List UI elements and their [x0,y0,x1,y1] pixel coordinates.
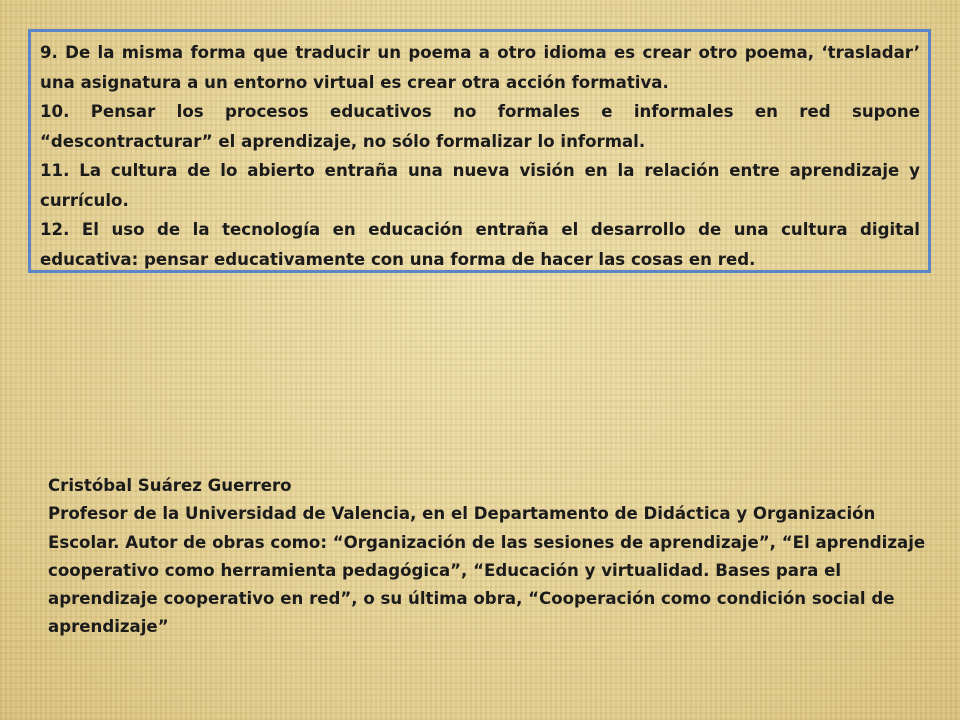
point-9: 9. De la misma forma que traducir un poema a otro idioma es crear otro poema, ‘trasladar’ una asignatura a un entorno virtual es crear otra acción formativa. [40,43,920,92]
point-11: 11. La cultura de lo abierto entraña una nueva visión en la relación entre aprendizaje y currículo. [40,161,920,210]
point-12: 12. El uso de la tecnología en educación entraña el desarrollo de una cultura digital educativa: pensar educativamente con una forma de hacer las cosas en red. [40,220,920,269]
points-box [28,29,931,273]
author-bio: Profesor de la Universidad de Valencia, en el Departamento de Didáctica y Organización Escolar. Autor de obras como: “Organización de las sesiones de aprendizaje”, “El aprendizaje cooperativo como herramienta pedagógica”, “Educación y virtualidad. Bases para el aprendizaje cooperativo en red”, o su última obra, “Cooperación como condición social de aprendizaje” [48,504,926,637]
point-10: 10. Pensar los procesos educativos no formales e informales en red supone “descontracturar” el aprendizaje, no sólo formalizar lo informal. [40,102,920,151]
author-name: Cristóbal Suárez Guerrero [48,476,292,495]
author-bio-block [48,472,928,642]
